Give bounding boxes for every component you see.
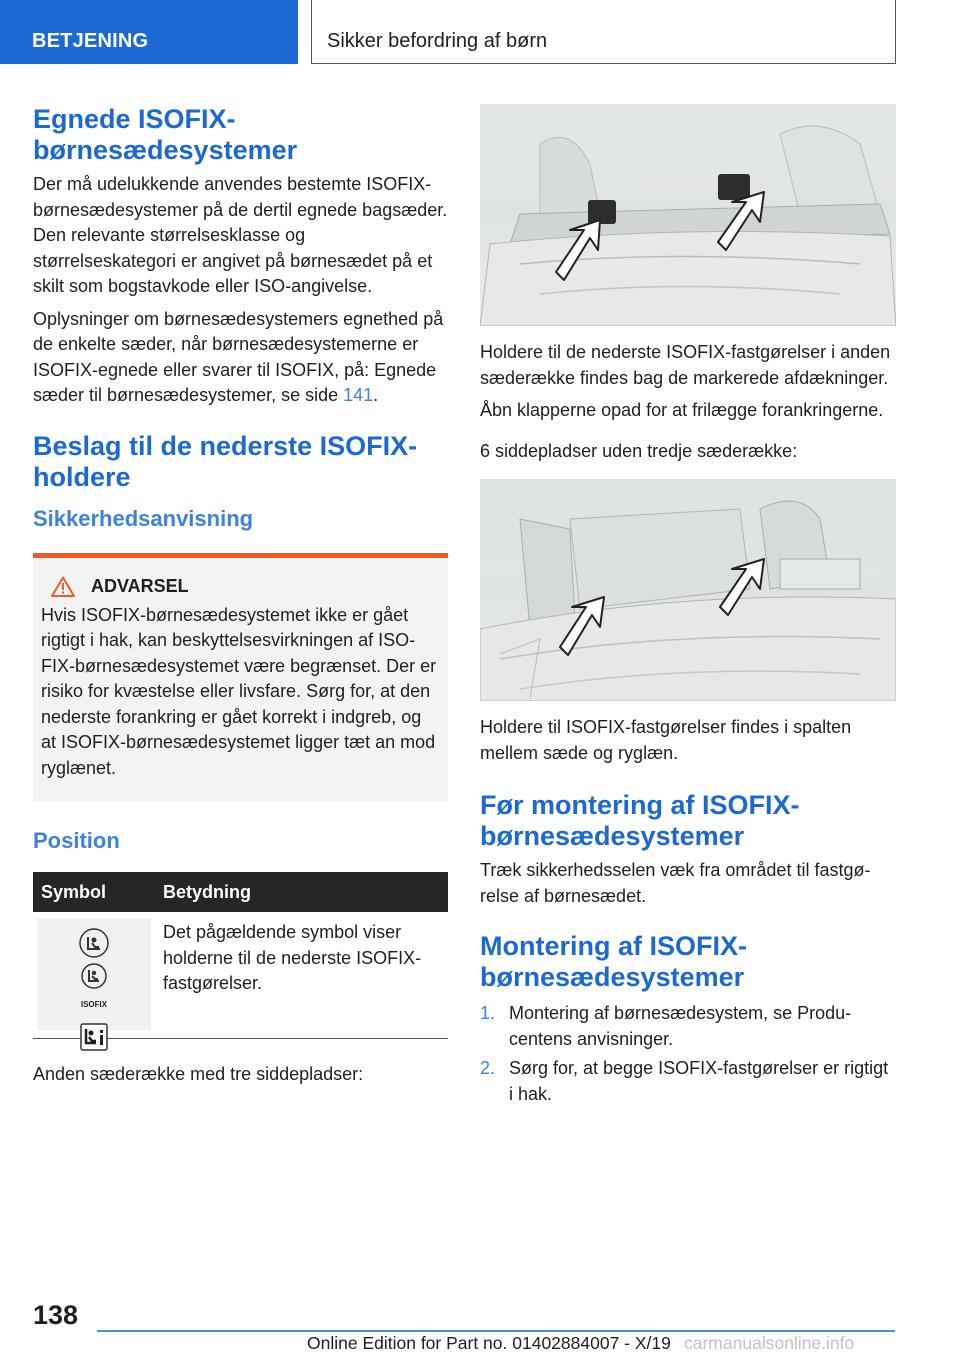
- warning-text: Hvis ISOFIX-børnesædesystemet ikke er gået rigtigt i hak, kan beskyttelsesvirkningen af ISOFIX-børnesædesystemet være begrænset. Der er risiko for kvæstelse eller livsfare. Sørg for, at den nederste forankring er gået korrekt i indgreb, og at ISOFIX-børnesædesystemet ligger tæt an mod ryglænet.: [41, 604, 437, 778]
- step-text: Montering af børnesædesystem, se Producentens anvisninger.: [509, 1003, 852, 1049]
- symbol-table: [33, 872, 448, 1039]
- right-column: [480, 104, 896, 1111]
- table-cell-meaning: Det pågældende symbol viser holderne til de nederste ISOFIX-fastgørelser.: [163, 922, 422, 993]
- table-row: [33, 912, 448, 1039]
- footer-rule: [97, 1330, 895, 1332]
- isofix-symbol-icon: [77, 962, 111, 992]
- caption-second-row: Holdere til de nederste ISOFIX-fastgørelser i anden sæderække findes bag de markerede afdækninger.: [480, 342, 891, 388]
- heading-safety: Sikkerhedsanvisning: [33, 505, 254, 531]
- heading-brackets: Beslag til de nederste ISOFIX-holdere: [33, 430, 418, 492]
- header-section-tab: [0, 0, 298, 64]
- mounting-steps: [480, 1001, 896, 1107]
- warning-triangle-icon: [51, 576, 75, 597]
- warning-box: [33, 553, 448, 802]
- heading-position: Position: [33, 828, 120, 853]
- caption-gap-holders: Holdere til ISOFIX-fastgørelser findes i spalten mellem sæde og ryglæn.: [480, 717, 852, 763]
- footer-watermark: carmanualsonline.info: [684, 1333, 855, 1353]
- isofix-symbol-label: ISOFIX: [80, 1000, 108, 1009]
- header-chapter-label: Sikker befordring af børn: [327, 30, 548, 52]
- header-section-label: BETJENING: [32, 30, 149, 52]
- paragraph-second-row: Anden sæderække med tre siddepladser:: [33, 1064, 364, 1084]
- list-item: [480, 1056, 896, 1107]
- page-number: 138: [33, 1300, 79, 1330]
- heading-suitable-systems: Egnede ISOFIX-børnesædesystemer: [33, 104, 298, 165]
- child-seat-symbol-icon: [77, 928, 111, 958]
- heading-mounting: Montering af ISOFIX-børnesædesystemer: [480, 931, 747, 992]
- paragraph-suitable-2-text: Oplysninger om børnesædesystemers egnethed på de enkelte sæder, når børnesædesystemerne er ISOFIX-egnede eller svarer til ISOFIX, på: Egnede sæder til børnesædesystemer, se side: [33, 308, 444, 405]
- paragraph-six-seats: 6 siddepladser uden tredje sæderække:: [480, 440, 798, 461]
- symbol-cell: [37, 918, 151, 1030]
- warning-title: ADVARSEL: [91, 575, 189, 596]
- paragraph-suitable-2: [33, 307, 448, 409]
- caption-open-flaps: Åbn klapperne opad for at frilægge forankringerne.: [480, 400, 884, 420]
- seat-illustration-1: [480, 104, 896, 326]
- paragraph-suitable-1: Der må udelukkende anvendes bestemte ISOFIX-børnesædesystemer på de dertil egnede bagsæder. Den relevante størrelsesklasse og størrelseskategori er angivet på børnesædet på et skilt som bogstavkode eller ISO-angivelse.: [33, 174, 448, 296]
- table-header-symbol: Symbol: [33, 872, 155, 912]
- paragraph-before-mounting: Træk sikkerhedsselen væk fra området til fastgørelse af børnesædet.: [480, 860, 871, 906]
- page-reference-link[interactable]: 141: [343, 385, 374, 405]
- warning-header: [51, 576, 440, 597]
- step-number: 1.: [480, 1003, 496, 1023]
- isofix-info-symbol-icon: [80, 1023, 108, 1051]
- header-chapter-box: [311, 0, 896, 64]
- footer-edition: Online Edition for Part no. 01402884007 - X/19: [307, 1333, 671, 1353]
- table-header-meaning: Betydning: [155, 872, 448, 912]
- step-text: Sørg for, at begge ISOFIX-fastgørelser er rigtigt i hak.: [509, 1058, 889, 1104]
- heading-before-mounting: Før montering af ISOFIX-børnesædesystemer: [480, 790, 800, 851]
- photo-six-seats: [480, 479, 896, 701]
- left-column: [33, 104, 448, 1088]
- photo-second-row-seats: [480, 104, 896, 326]
- seat-illustration-2: [480, 479, 896, 701]
- paragraph-suitable-2-end: .: [373, 385, 379, 405]
- list-item: [480, 1001, 896, 1052]
- step-number: 2.: [480, 1058, 496, 1078]
